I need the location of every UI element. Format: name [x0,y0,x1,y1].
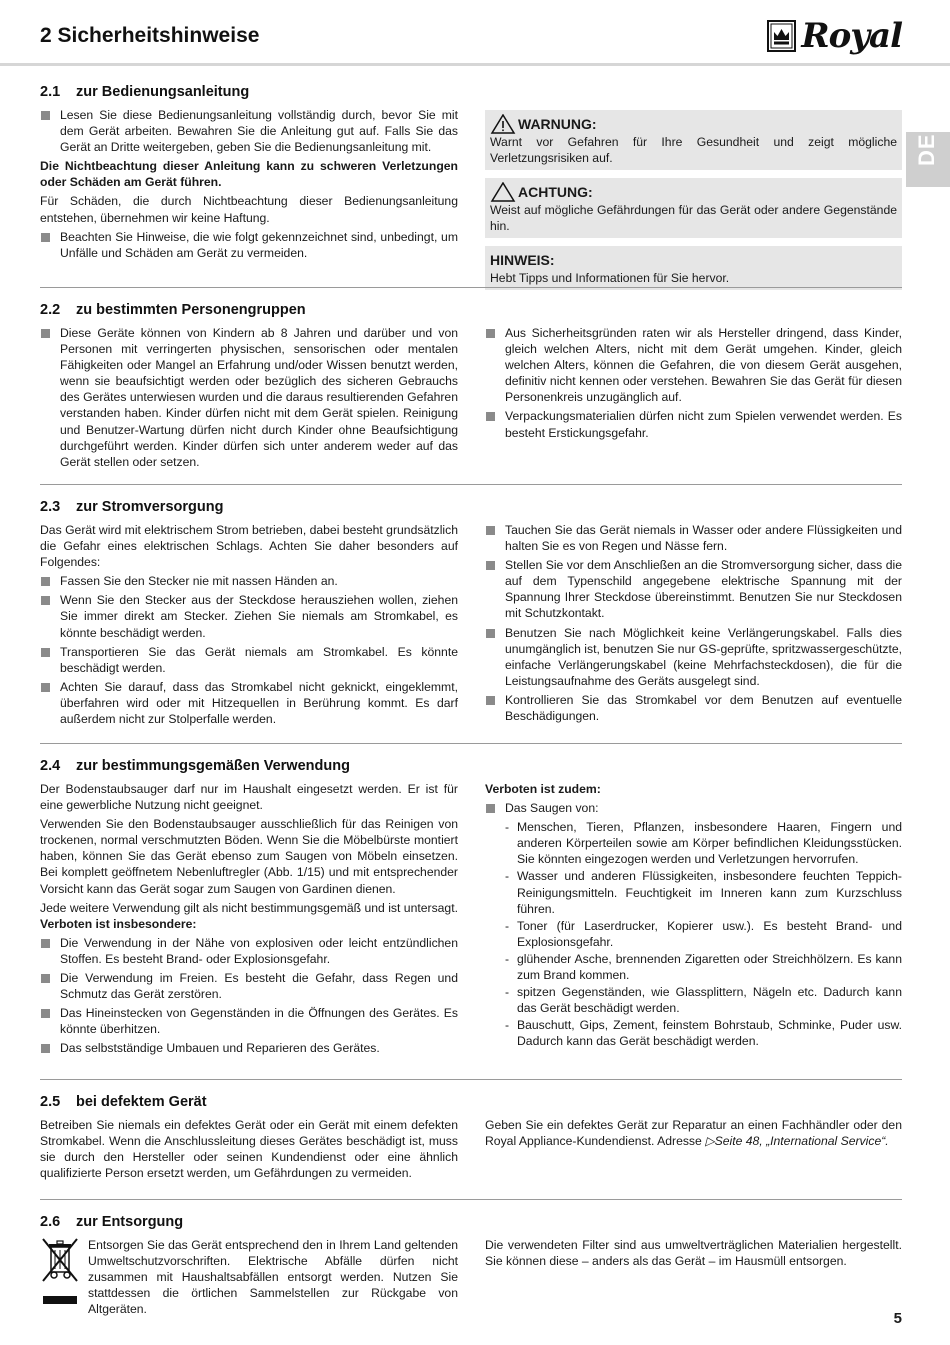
list-item: Benutzen Sie nach Möglichkeit keine Verlängerungskabel. Falls dies unumgänglich ist, benutzen Sie nur GS-geprüfte, spritzwassergeschützte, einfache Verlängerungskabel (keine Mehrfachsteckdosen), die für die Leistungsaufnahme des Geräts ausgelegt sind. [485,625,902,689]
crossed-out-bin-icon [40,1237,80,1283]
list-item: Fassen Sie den Stecker nie mit nassen Händen an. [40,573,458,589]
page-header [0,0,950,66]
section-2-1 [40,84,902,286]
language-code: DE [914,133,939,166]
list-item: Wenn Sie den Stecker aus der Steckdose herausziehen wollen, ziehen Sie immer direkt am Stecker. Ziehen Sie niemals am Stromkabel, es könnte beschädigt werden. [40,592,458,640]
warning-title: WARNUNG: [518,116,597,132]
royal-logo [767,18,902,54]
caution-text: Weist auf mögliche Gefährdungen für das Gerät oder andere Gegenstände hin. [490,203,897,234]
section-title: 2.3 zur Stromversorgung [40,499,224,515]
warning-triangle-icon [490,114,516,134]
paragraph: Entsorgen Sie das Gerät entsprechend den in Ihrem Land geltenden Umweltschutzvorschriften. Elektrische Abfälle dürfen nicht zusammen mit Haushaltsabfällen entsorgt werden. Nutzen Sie stattdessen die örtlichen Sammelstellen zur Rückgabe von Altgeräten. [88,1238,458,1317]
divider [40,1199,902,1200]
paragraph: Verpackungsmaterialien dürfen nicht zum Spielen verwendet werden. Es besteht Erstickungsgefahr. [485,408,902,440]
paragraph-bold: Die Nichtbeachtung dieser Anleitung kann zu schweren Verletzungen oder Schäden am Gerät führen. [40,159,458,190]
list-item: Tauchen Sie das Gerät niemals in Wasser oder andere Flüssigkeiten und halten Sie es von Regen und Nässe fern. [485,522,902,554]
paragraph: Beachten Sie Hinweise, die wie folgt gekennzeichnet sind, unbedingt, um Unfälle und Schäden am Gerät zu vermeiden. [40,229,458,261]
paragraph: Das Gerät wird mit elektrischem Strom betrieben, dabei besteht grundsätzlich die Gefahr eines elektrischen Schlags. Achten Sie daher besonders auf Folgendes: [40,523,458,570]
section-title: 2.1 zur Bedienungsanleitung [40,84,250,100]
list-item: Die Verwendung im Freien. Es besteht die Gefahr, dass Regen und Schmutz das Gerät zerstören. [40,970,458,1002]
paragraph: Lesen Sie diese Bedienungsanleitung vollständig durch, bevor Sie mit dem Gerät arbeiten. Bewahren Sie die Anleitung gut auf. Falls Sie das Gerät an Dritte weitergeben, geben Sie die Bedienungsanleitung mit. [40,107,458,155]
list-item: Das Hineinstecken von Gegenständen in die Öffnungen des Gerätes. Es könnte überhitzen. [40,1005,458,1037]
section-2-4 [40,758,902,1056]
caution-title: ACHTUNG: [518,184,593,201]
dash-item: - glühender Asche, brennenden Zigaretten oder Streichhölzern. Es kann zum Brand kommen. [485,951,902,983]
paragraph: Für Schäden, die durch Nichtbeachtung dieser Bedienungsanleitung entstehen, übernehmen wir keine Haftung. [40,194,458,225]
section-title: 2.5 bei defektem Gerät [40,1094,207,1110]
section-title: 2.4 zur bestimmungsgemäßen Verwendung [40,758,350,774]
warning-box [485,110,902,170]
page-reference-link[interactable]: ▷Seite 48, „International Service“. [705,1134,889,1149]
dash-item: - Toner (für Laserdrucker, Kopierer usw.). Es besteht Brand- und Explosionsgefahr. [485,918,902,950]
section-title: 2.2 zu bestimmten Personengruppen [40,302,306,318]
subheading: Verboten ist zudem: [485,782,601,796]
paragraph: Geben Sie ein defektes Gerät zur Reparatur an einen Fachhändler oder den Royal Appliance-Kundendienst. Adresse ▷Seite 48, „International Service“. [485,1118,902,1149]
hint-text: Hebt Tipps und Informationen für Sie hervor. [490,271,730,286]
paragraph: Aus Sicherheitsgründen raten wir als Hersteller dringend, dass Kinder, gleich welchen Alters, nicht mit dem Gerät umgehen. Kinder, gleich welchen Alters, können die Gefahren, die von diesem Gerät ausgehen, definitiv nicht kennen oder verstehen. Bewahren Sie das Gerät für diesen Personenkreis unzugänglich auf. [485,325,902,405]
crown-crest-icon [767,20,796,52]
list-item: Das Saugen von: [485,800,902,816]
paragraph: Die verwendeten Filter sind aus umweltverträglichen Materialien hergestellt. Sie können diese – anders als das Gerät – im Hausmüll entsorgen. [485,1238,902,1269]
list-item: Achten Sie darauf, dass das Stromkabel nicht geknickt, eingeklemmt, überfahren wird oder mit Hitzequellen in Berührung kommt. Es darf außerdem nicht zur Stolperfalle werden. [40,679,458,727]
divider [40,287,902,288]
section-2-6 [40,1214,902,1317]
section-2-3 [40,499,902,727]
list-item: Die Verwendung in der Nähe von explosiven oder leicht entzündlichen Stoffen. Es besteht Brand- oder Explosionsgefahr. [40,935,458,967]
dash-item: - spitzen Gegenständen, wie Glassplittern, Nägeln etc. Dadurch kann das Gerät beschädigt werden. [485,984,902,1016]
weee-symbol [40,1237,80,1299]
list-item: Stellen Sie vor dem Anschließen an die Stromversorgung sicher, dass die auf dem Typenschild angegebene elektrische Spannung mit der Spannung Ihrer Steckdose übereinstimmt. Benutzen Sie nur Steckdosen mit Schutzkontakt. [485,557,902,621]
paragraph: Der Bodenstaubsauger darf nur im Haushalt eingesetzt werden. Er ist für eine gewerbliche Nutzung nicht geeignet. [40,782,458,813]
list-item: Das selbstständige Umbauen und Reparieren des Gerätes. [40,1040,458,1056]
caution-triangle-icon [490,182,516,202]
divider [40,743,902,744]
list-item: Transportieren Sie das Gerät niemals am Stromkabel. Es könnte beschädigt werden. [40,644,458,676]
warning-text: Warnt vor Gefahren für Ihre Gesundheit und zeigt mögliche Verletzungsrisiken auf. [490,135,897,166]
dash-item: - Menschen, Tieren, Pflanzen, insbesondere Haaren, Fingern und anderen Körperteilen sowie am Körper befindlichen Kleidungsstücken. Sie könnten eingezogen werden und Verletzungen hervorrufen. [485,819,902,867]
paragraph: Jede weitere Verwendung gilt als nicht bestimmungsgemäß und ist untersagt. Verboten ist insbesondere: [40,900,458,931]
section-2-5 [40,1094,902,1181]
divider [40,1079,902,1080]
list-item: Kontrollieren Sie das Stromkabel vor dem Benutzen auf eventuelle Beschädigungen. [485,692,902,724]
hint-title: HINWEIS: [490,252,555,269]
paragraph: Betreiben Sie niemals ein defektes Gerät oder ein Gerät mit einem defekten Stromkabel. Wenn die Anschlussleitung dieses Gerätes beschädigt ist, muss sie durch den Hersteller oder seinen Kundendienst oder eine ähnlich qualifizierte Person ersetzt werden, um Gefährdungen zu vermeiden. [40,1118,458,1181]
page-number: 5 [893,1310,902,1327]
hint-box [485,246,902,290]
language-tab [906,132,950,187]
chapter-title: 2 Sicherheitshinweise [40,24,260,47]
brand-wordmark: Royal [801,16,902,56]
dash-item: - Bauschutt, Gips, Zement, feinstem Bohrstaub, Schminke, Puder usw. Dadurch kann das Gerät beschädigt werden. [485,1017,902,1049]
divider [40,484,902,485]
paragraph: Verwenden Sie den Bodenstaubsauger ausschließlich für das Reinigen von trockenen, normal verschmutzten Böden. Wenn Sie die Möbelbürste montiert haben, können Sie das Gerät ebenso zum Saugen von Möbeln einsetzen. Bei komplett geöffnetem Nebenluftregler (Abb. 1/15) und mit entsprechender Vorsicht kann das Gerät sogar zum Saugen von Gardinen dienen. [40,817,458,896]
paragraph: Diese Geräte können von Kindern ab 8 Jahren und darüber und von Personen mit verringerten physischen, sensorischen oder mentalen Fähigkeiten oder Mangel an Erfahrung und/oder Wissen benutzt werden, wenn sie beaufsichtigt werden oder bezüglich des sicheren Gebrauchs des Gerätes unterwiesen wurden und die daraus resultierenden Gefahren verstanden haben. Kinder dürfen nicht mit dem Gerät spielen. Reinigung und Benutzer-Wartung dürfen nicht durch Kinder ohne Beaufsichtigung durchgeführt werden. Kinder dürfen sich unter anderem weder auf das Gerät stellen oder setzen. [40,325,458,470]
caution-box [485,178,902,238]
section-title: 2.6 zur Entsorgung [40,1214,184,1230]
section-2-2 [40,302,902,469]
dash-item: - Wasser und anderen Flüssigkeiten, insbesondere feuchten Teppich-Reinigungsmitteln. Feuchtigkeit im Inneren kann zum Kurzschluss führen. [485,868,902,916]
